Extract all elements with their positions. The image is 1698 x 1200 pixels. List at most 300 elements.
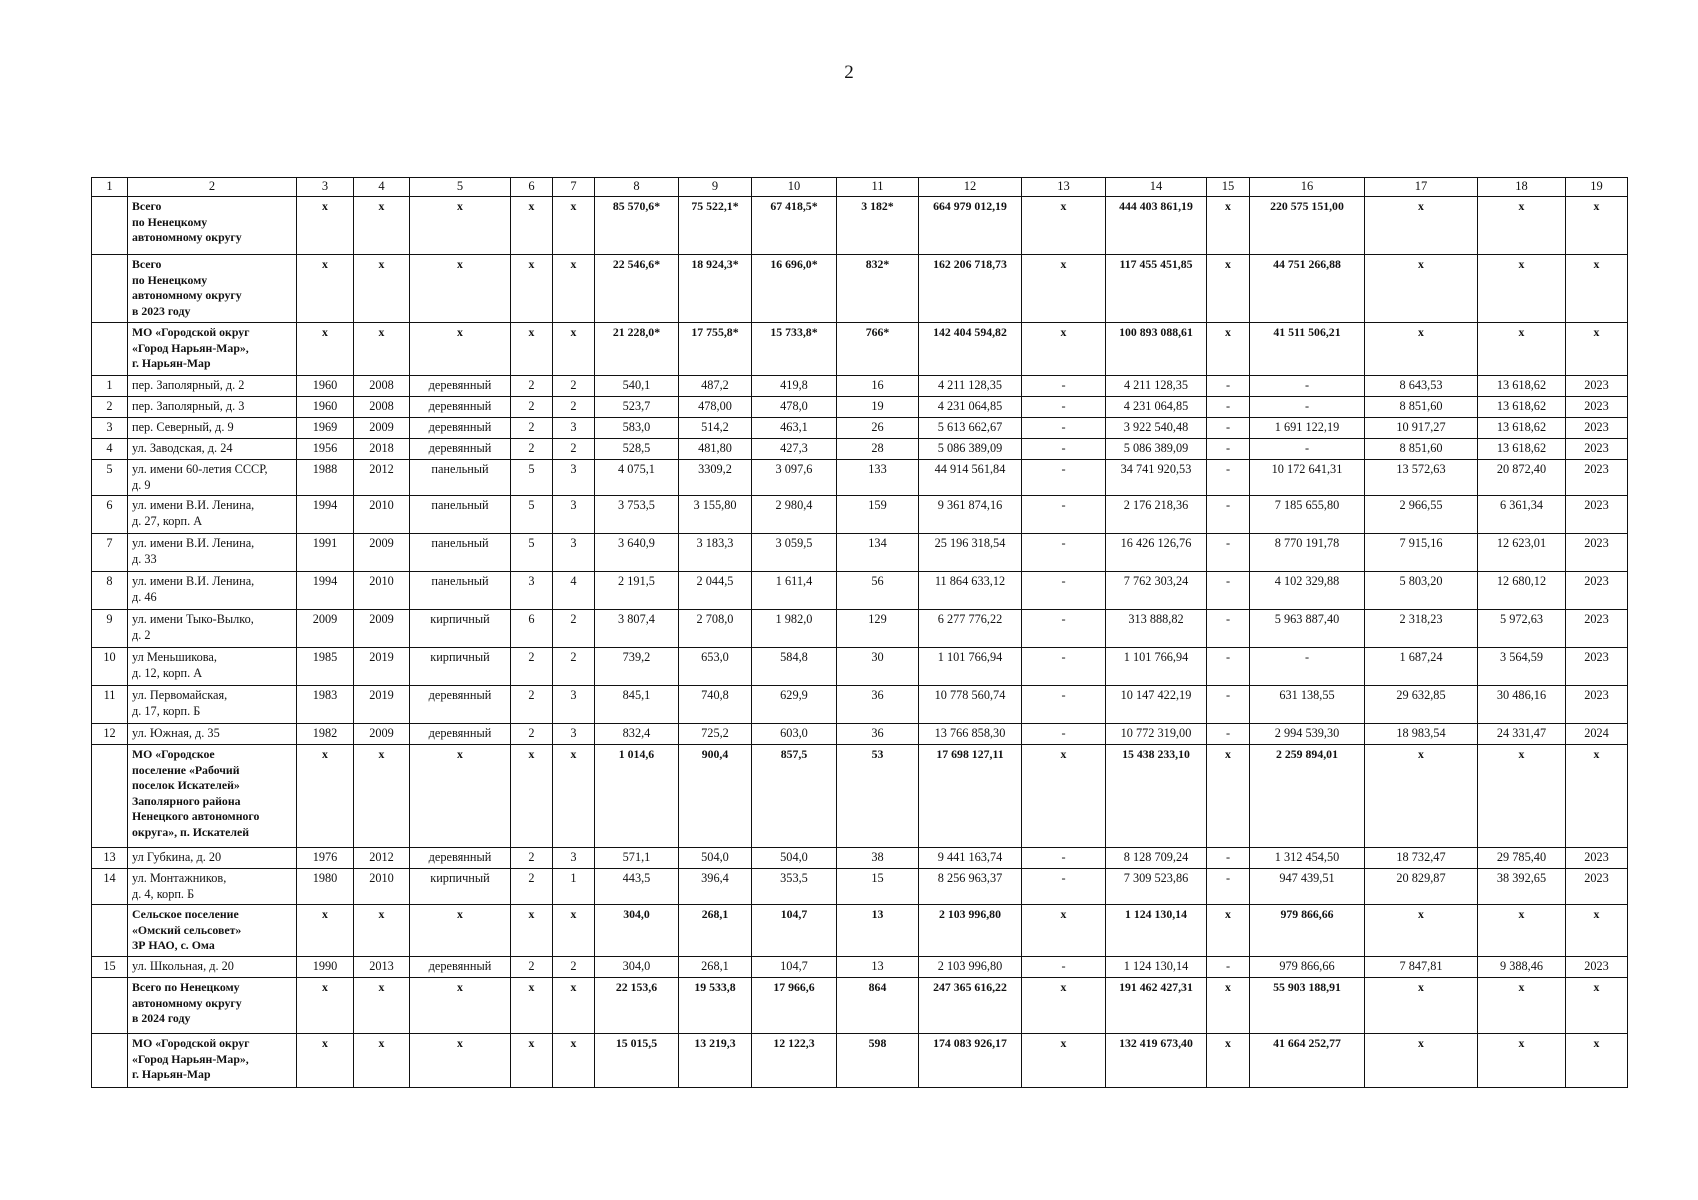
table-cell (92, 197, 128, 255)
table-cell: 504,0 (752, 848, 837, 869)
table-cell: 832* (837, 255, 919, 323)
table-cell: пер. Заполярный, д. 3 (128, 397, 297, 418)
table-cell: 6 (511, 610, 553, 648)
table-cell: Сельское поселение «Омский сельсовет» ЗР НАО, с. Ома (128, 905, 297, 957)
table-cell: - (1022, 534, 1106, 572)
table-cell: 528,5 (595, 439, 679, 460)
table-cell: x (1022, 255, 1106, 323)
table-cell: 2 259 894,01 (1250, 745, 1365, 848)
table-cell: деревянный (410, 724, 511, 745)
table-cell: 2024 (1566, 724, 1628, 745)
table-cell: x (1478, 255, 1566, 323)
table-cell: x (297, 323, 354, 376)
table-cell: - (1207, 572, 1250, 610)
table-cell: x (1566, 745, 1628, 848)
table-cell: 832,4 (595, 724, 679, 745)
table-cell: 1994 (297, 572, 354, 610)
table-cell: 1 014,6 (595, 745, 679, 848)
table-cell: x (1207, 905, 1250, 957)
table-cell: 2008 (354, 397, 410, 418)
table-cell: x (1207, 745, 1250, 848)
table-cell: 631 138,55 (1250, 686, 1365, 724)
table-cell: x (1478, 1034, 1566, 1088)
table-cell: x (1207, 978, 1250, 1034)
table-cell: 2008 (354, 376, 410, 397)
table-cell: 2 (92, 397, 128, 418)
table-cell: x (410, 197, 511, 255)
register-table (91, 177, 1628, 1088)
table-cell: 2019 (354, 648, 410, 686)
table-cell: 4 102 329,88 (1250, 572, 1365, 610)
table-cell: 85 570,6* (595, 197, 679, 255)
table-cell: x (1207, 323, 1250, 376)
table-cell: 16 (837, 376, 919, 397)
table-cell: 857,5 (752, 745, 837, 848)
table-cell: 3 183,3 (679, 534, 752, 572)
table-cell: панельный (410, 460, 511, 496)
table-row (92, 724, 1628, 745)
table-cell: - (1022, 869, 1106, 905)
table-cell: 1960 (297, 376, 354, 397)
table-row (92, 869, 1628, 905)
table-cell: 2 (511, 397, 553, 418)
table-cell: 7 309 523,86 (1106, 869, 1207, 905)
table-cell: 7 915,16 (1365, 534, 1478, 572)
table-cell: x (1365, 197, 1478, 255)
table-cell: - (1207, 648, 1250, 686)
table-cell: 53 (837, 745, 919, 848)
table-cell: 7 (553, 178, 595, 197)
table-cell (92, 1034, 128, 1088)
table-cell: 38 392,65 (1478, 869, 1566, 905)
table-cell: 6 361,34 (1478, 496, 1566, 534)
table-cell: 268,1 (679, 957, 752, 978)
table-cell: 2023 (1566, 648, 1628, 686)
table-cell: 174 083 926,17 (919, 1034, 1022, 1088)
header-row (92, 178, 1628, 197)
table-cell: 16 696,0* (752, 255, 837, 323)
table-cell: 28 (837, 439, 919, 460)
table-cell: 3 097,6 (752, 460, 837, 496)
table-cell: 5 (511, 496, 553, 534)
table-cell: 3 922 540,48 (1106, 418, 1207, 439)
table-cell: 11 864 633,12 (919, 572, 1022, 610)
table-cell: 478,0 (752, 397, 837, 418)
table-cell: x (1478, 905, 1566, 957)
table-cell: x (553, 197, 595, 255)
table-cell: 2023 (1566, 376, 1628, 397)
table-cell: x (410, 255, 511, 323)
table-cell: 766* (837, 323, 919, 376)
table-cell: x (1022, 1034, 1106, 1088)
table-cell (92, 905, 128, 957)
table-cell: 3 640,9 (595, 534, 679, 572)
table-cell: x (1207, 255, 1250, 323)
page-number: 2 (844, 62, 854, 83)
table-cell: 17 (1365, 178, 1478, 197)
table-cell: 444 403 861,19 (1106, 197, 1207, 255)
table-cell: 3 (511, 572, 553, 610)
table-cell: x (1566, 197, 1628, 255)
table-cell: 3 (553, 686, 595, 724)
table-cell: 2 (511, 869, 553, 905)
table-cell: Всего по Ненецкому автономному округу в 2023 году (128, 255, 297, 323)
table-cell: - (1207, 397, 1250, 418)
table-cell: 900,4 (679, 745, 752, 848)
table-cell: 159 (837, 496, 919, 534)
table-cell: 2 (511, 418, 553, 439)
table-cell: 725,2 (679, 724, 752, 745)
table-cell: 2 191,5 (595, 572, 679, 610)
table-cell: 268,1 (679, 905, 752, 957)
table-cell: 2 (511, 957, 553, 978)
table-cell: 2009 (354, 418, 410, 439)
table-cell: 5 972,63 (1478, 610, 1566, 648)
table-cell: ул. имени В.И. Ленина, д. 46 (128, 572, 297, 610)
table-cell: 8 256 963,37 (919, 869, 1022, 905)
table-cell: 540,1 (595, 376, 679, 397)
table-cell: 2012 (354, 848, 410, 869)
table-cell: деревянный (410, 686, 511, 724)
table-cell: 30 486,16 (1478, 686, 1566, 724)
table-cell: 353,5 (752, 869, 837, 905)
table-cell: 18 732,47 (1365, 848, 1478, 869)
table-cell: 1988 (297, 460, 354, 496)
table-cell: ул. имени В.И. Ленина, д. 27, корп. А (128, 496, 297, 534)
table-cell: 10 172 641,31 (1250, 460, 1365, 496)
table-cell: 583,0 (595, 418, 679, 439)
summary-row (92, 1034, 1628, 1088)
table-cell: 2 (553, 397, 595, 418)
table-cell: 247 365 616,22 (919, 978, 1022, 1034)
table-cell: 4 211 128,35 (919, 376, 1022, 397)
table-cell: x (297, 905, 354, 957)
table-cell: 1994 (297, 496, 354, 534)
table-cell: 17 698 127,11 (919, 745, 1022, 848)
table-cell: x (511, 1034, 553, 1088)
table-cell: x (511, 197, 553, 255)
table-cell: 2 (553, 648, 595, 686)
table-cell: ул Губкина, д. 20 (128, 848, 297, 869)
table-cell: пер. Заполярный, д. 2 (128, 376, 297, 397)
table-cell: x (1022, 197, 1106, 255)
table-row (92, 376, 1628, 397)
table-cell: 3 (553, 460, 595, 496)
table-cell: 13 (92, 848, 128, 869)
table-row (92, 572, 1628, 610)
table-cell: - (1207, 724, 1250, 745)
table-cell: 4 075,1 (595, 460, 679, 496)
table-cell: 979 866,66 (1250, 957, 1365, 978)
table-cell: - (1022, 376, 1106, 397)
table-cell (92, 978, 128, 1034)
table-cell: 14 (92, 869, 128, 905)
table-row (92, 848, 1628, 869)
table-cell: 2009 (354, 534, 410, 572)
table-cell: - (1207, 610, 1250, 648)
table-row (92, 686, 1628, 724)
table-cell: 21 228,0* (595, 323, 679, 376)
table-cell: x (553, 745, 595, 848)
table-cell: 30 (837, 648, 919, 686)
table-cell: - (1250, 376, 1365, 397)
table-cell: ул. Заводская, д. 24 (128, 439, 297, 460)
table-cell: 1983 (297, 686, 354, 724)
table-cell: x (1207, 1034, 1250, 1088)
table-cell: 220 575 151,00 (1250, 197, 1365, 255)
table-cell: 10 772 319,00 (1106, 724, 1207, 745)
table-cell: 18 983,54 (1365, 724, 1478, 745)
table-cell: 2009 (354, 610, 410, 648)
table-cell: 3 753,5 (595, 496, 679, 534)
table-cell: 2 103 996,80 (919, 957, 1022, 978)
table-cell: - (1022, 686, 1106, 724)
table-cell: 104,7 (752, 905, 837, 957)
table-cell: МО «Городское поселение «Рабочий поселок Искателей» Заполярного района Ненецкого автономного округа», п. Искателей (128, 745, 297, 848)
table-cell: - (1022, 572, 1106, 610)
table-cell: 13 (837, 905, 919, 957)
table-cell (92, 745, 128, 848)
table-cell: x (1207, 197, 1250, 255)
table-cell: x (297, 255, 354, 323)
table-cell: 584,8 (752, 648, 837, 686)
table-cell: деревянный (410, 439, 511, 460)
table-cell: 4 (553, 572, 595, 610)
table-row (92, 418, 1628, 439)
table-cell: x (511, 978, 553, 1034)
table-cell: 1 124 130,14 (1106, 905, 1207, 957)
table-cell: 3 (553, 418, 595, 439)
table-cell: 13 572,63 (1365, 460, 1478, 496)
table-cell: x (1365, 323, 1478, 376)
table-cell: 14 (1106, 178, 1207, 197)
table-cell: 3 (553, 534, 595, 572)
table-cell: 1991 (297, 534, 354, 572)
table-cell: x (553, 323, 595, 376)
table-body (92, 178, 1628, 1088)
table-cell: - (1207, 439, 1250, 460)
table-cell: x (1478, 323, 1566, 376)
table-cell: 5 613 662,67 (919, 418, 1022, 439)
table-cell: - (1022, 496, 1106, 534)
table-cell: x (553, 255, 595, 323)
table-cell: 129 (837, 610, 919, 648)
table-cell: 1980 (297, 869, 354, 905)
table-cell: 36 (837, 686, 919, 724)
table-cell: 2 (511, 848, 553, 869)
table-cell: 864 (837, 978, 919, 1034)
table-cell: 11 (92, 686, 128, 724)
table-cell: 2010 (354, 572, 410, 610)
table-cell: - (1207, 460, 1250, 496)
table-row (92, 439, 1628, 460)
summary-row (92, 323, 1628, 376)
table-cell: x (354, 978, 410, 1034)
table-cell: 6 (92, 496, 128, 534)
table-cell: 12 (92, 724, 128, 745)
table-cell: 1 101 766,94 (1106, 648, 1207, 686)
table-cell: - (1022, 610, 1106, 648)
table-cell: 1960 (297, 397, 354, 418)
table-cell: 7 185 655,80 (1250, 496, 1365, 534)
table-cell: 12 623,01 (1478, 534, 1566, 572)
table-cell: 664 979 012,19 (919, 197, 1022, 255)
table-cell: 6 (511, 178, 553, 197)
table-cell: 2 (553, 376, 595, 397)
table-cell: 2010 (354, 496, 410, 534)
table-cell: 15 733,8* (752, 323, 837, 376)
table-cell: - (1207, 957, 1250, 978)
table-cell: x (410, 905, 511, 957)
table-cell: - (1250, 439, 1365, 460)
table-cell: 3 564,59 (1478, 648, 1566, 686)
table-cell: 15 (1207, 178, 1250, 197)
table-cell: 18 924,3* (679, 255, 752, 323)
table-cell: x (1478, 197, 1566, 255)
table-cell: - (1250, 397, 1365, 418)
table-row (92, 610, 1628, 648)
table-cell: 8 643,53 (1365, 376, 1478, 397)
table-cell: 2010 (354, 869, 410, 905)
table-cell: x (410, 978, 511, 1034)
table-cell: 4 211 128,35 (1106, 376, 1207, 397)
table-cell: деревянный (410, 957, 511, 978)
table-cell: - (1207, 496, 1250, 534)
table-cell: 514,2 (679, 418, 752, 439)
table-cell: 134 (837, 534, 919, 572)
table-cell: 598 (837, 1034, 919, 1088)
table-cell: 2023 (1566, 418, 1628, 439)
table-cell: 1 691 122,19 (1250, 418, 1365, 439)
table-cell: ул Меньшикова, д. 12, корп. А (128, 648, 297, 686)
table-cell: 13 219,3 (679, 1034, 752, 1088)
table-cell: 13 618,62 (1478, 418, 1566, 439)
table-cell: 15 438 233,10 (1106, 745, 1207, 848)
table-row (92, 460, 1628, 496)
table-cell: 12 680,12 (1478, 572, 1566, 610)
table-cell: 979 866,66 (1250, 905, 1365, 957)
table-cell: 3 155,80 (679, 496, 752, 534)
table-cell: Всего по Ненецкому автономному округу в 2024 году (128, 978, 297, 1034)
table-cell: 2023 (1566, 957, 1628, 978)
table-cell: 9 361 874,16 (919, 496, 1022, 534)
table-cell: 5 803,20 (1365, 572, 1478, 610)
table-cell: 2 (128, 178, 297, 197)
table-cell: 2012 (354, 460, 410, 496)
table-cell: 2 980,4 (752, 496, 837, 534)
table-cell: 1 611,4 (752, 572, 837, 610)
table-cell: 8 (92, 572, 128, 610)
table-cell: 8 (595, 178, 679, 197)
table-cell: 19 533,8 (679, 978, 752, 1034)
table-cell: 56 (837, 572, 919, 610)
table-cell: 5 (410, 178, 511, 197)
table-cell: - (1207, 848, 1250, 869)
table-cell: кирпичный (410, 610, 511, 648)
table-cell: x (1365, 255, 1478, 323)
table-cell: 463,1 (752, 418, 837, 439)
table-cell: 7 (92, 534, 128, 572)
table-cell: - (1022, 648, 1106, 686)
table-cell: 3 (553, 724, 595, 745)
table-cell: - (1207, 869, 1250, 905)
table-cell: x (354, 745, 410, 848)
table-cell: x (354, 323, 410, 376)
table-cell: 13 766 858,30 (919, 724, 1022, 745)
table-cell: 44 751 266,88 (1250, 255, 1365, 323)
table-cell: 313 888,82 (1106, 610, 1207, 648)
table-cell: 1 (92, 376, 128, 397)
table-cell: МО «Городской округ «Город Нарьян-Мар», г. Нарьян-Мар (128, 1034, 297, 1088)
table-row (92, 534, 1628, 572)
table-cell: 2 (511, 686, 553, 724)
table-cell: 15 (837, 869, 919, 905)
table-cell: - (1022, 439, 1106, 460)
table-cell: 5 (511, 534, 553, 572)
table-cell: 29 785,40 (1478, 848, 1566, 869)
table-cell: 12 122,3 (752, 1034, 837, 1088)
table-cell: 44 914 561,84 (919, 460, 1022, 496)
table-cell: 2 (553, 957, 595, 978)
table-cell: ул. Южная, д. 35 (128, 724, 297, 745)
table-cell: 1 982,0 (752, 610, 837, 648)
table-cell: 132 419 673,40 (1106, 1034, 1207, 1088)
table-cell: 3 182* (837, 197, 919, 255)
table-cell: 740,8 (679, 686, 752, 724)
table-cell: x (1478, 978, 1566, 1034)
table-cell: 13 (1022, 178, 1106, 197)
table-cell: 1 (553, 869, 595, 905)
table-cell: 41 664 252,77 (1250, 1034, 1365, 1088)
table-cell: 629,9 (752, 686, 837, 724)
table-cell: 2 (511, 724, 553, 745)
table-cell: x (511, 905, 553, 957)
table-cell: 17 755,8* (679, 323, 752, 376)
summary-row (92, 255, 1628, 323)
table-cell: 739,2 (595, 648, 679, 686)
table-cell: 5 (511, 460, 553, 496)
table-cell: - (1022, 460, 1106, 496)
table-cell: x (511, 323, 553, 376)
table-cell: 15 (92, 957, 128, 978)
table-cell: 2023 (1566, 686, 1628, 724)
table-cell: - (1250, 648, 1365, 686)
table-cell: 1969 (297, 418, 354, 439)
table-cell: 15 015,5 (595, 1034, 679, 1088)
table-cell: 523,7 (595, 397, 679, 418)
table-cell: 2023 (1566, 848, 1628, 869)
table-cell: x (1478, 745, 1566, 848)
table-cell: 19 (1566, 178, 1628, 197)
table-cell: 104,7 (752, 957, 837, 978)
table-cell: 845,1 (595, 686, 679, 724)
table-cell: x (1022, 978, 1106, 1034)
table-cell: 2019 (354, 686, 410, 724)
table-cell: панельный (410, 534, 511, 572)
table-cell: x (1566, 978, 1628, 1034)
table-cell: 8 128 709,24 (1106, 848, 1207, 869)
table-cell: 100 893 088,61 (1106, 323, 1207, 376)
table-cell: 4 231 064,85 (919, 397, 1022, 418)
table-cell: 4 (92, 439, 128, 460)
table-cell: 191 462 427,31 (1106, 978, 1207, 1034)
table-row (92, 957, 1628, 978)
table-cell: 9 388,46 (1478, 957, 1566, 978)
table-cell: 304,0 (595, 957, 679, 978)
table-cell: - (1022, 957, 1106, 978)
table-cell: 2018 (354, 439, 410, 460)
summary-row (92, 197, 1628, 255)
